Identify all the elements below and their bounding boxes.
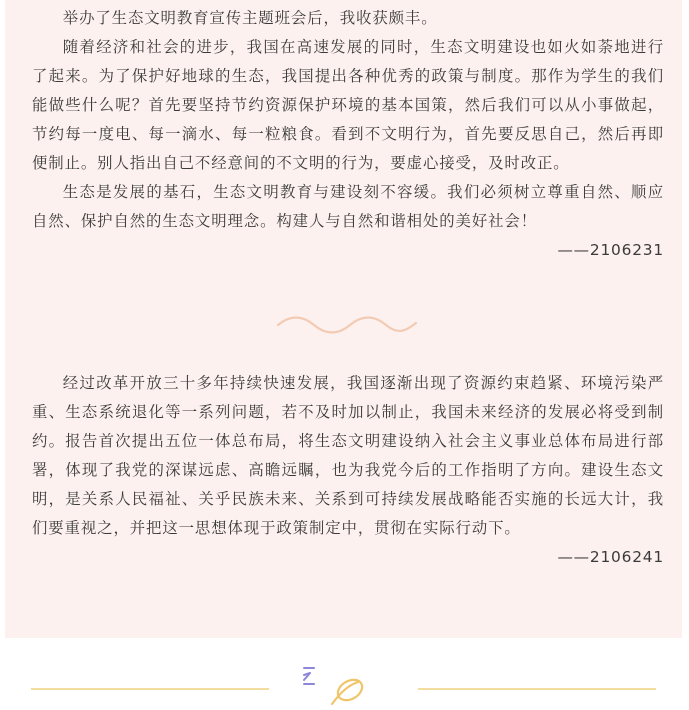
signature-2: ——2106241 (557, 548, 664, 566)
article-card (5, 0, 682, 638)
signature-1: ——2106231 (557, 241, 664, 259)
comment-block-2 (32, 369, 664, 572)
wave-divider-icon (276, 313, 418, 335)
paragraph-1: 随着经济和社会的进步，我国在高速发展的同时，生态文明建设也如火如荼地进行了起来。为了保护好地球的生态，我国提出各种优秀的政策与制度。那作为学生的我们能做些什么呢？首先要坚持节约资源保护环境的基本国策，然后我们可以从小事做起，节约每一度电、每一滴水、每一粒粮食。看到不文明行为，首先要反思自己，然后再即便制止。别人指出自己不经意间的不文明的行为，要虚心接受，及时改正。 (32, 38, 664, 172)
paragraph-2: 生态是发展的基石，生态文明教育与建设刻不容缓。我们必须树立尊重自然、顺应自然、保护自然的生态文明理念。构建人与自然和谐相处的美好社会！ (32, 183, 664, 230)
paragraph-3: 经过改革开放三十多年持续快速发展，我国逐渐出现了资源约束趋紧、环境污染严重、生态系统退化等一系列问题，若不及时加以制止，我国未来经济的发展必将受到制约。报告首次提出五位一体总布局，将生态文明建设纳入社会主义事业总体布局进行部署，体现了我党的深谋远虑、高瞻远瞩，也为我党今后的工作指明了方向。建设生态文明，是关系人民福祉、关乎民族未来、关系到可持续发展战略能否实施的长远大计，我们要重视之，并把这一思想体现于政策制定中，贯彻在实际行动下。 (32, 374, 664, 537)
comment-block-1 (32, 4, 664, 265)
ornament-icon (300, 660, 370, 708)
footer-line-right (418, 688, 656, 690)
intro-line: 举办了生态文明教育宣传主题班会后，我收获颇丰。 (62, 9, 438, 27)
footer-line-left (31, 688, 269, 690)
